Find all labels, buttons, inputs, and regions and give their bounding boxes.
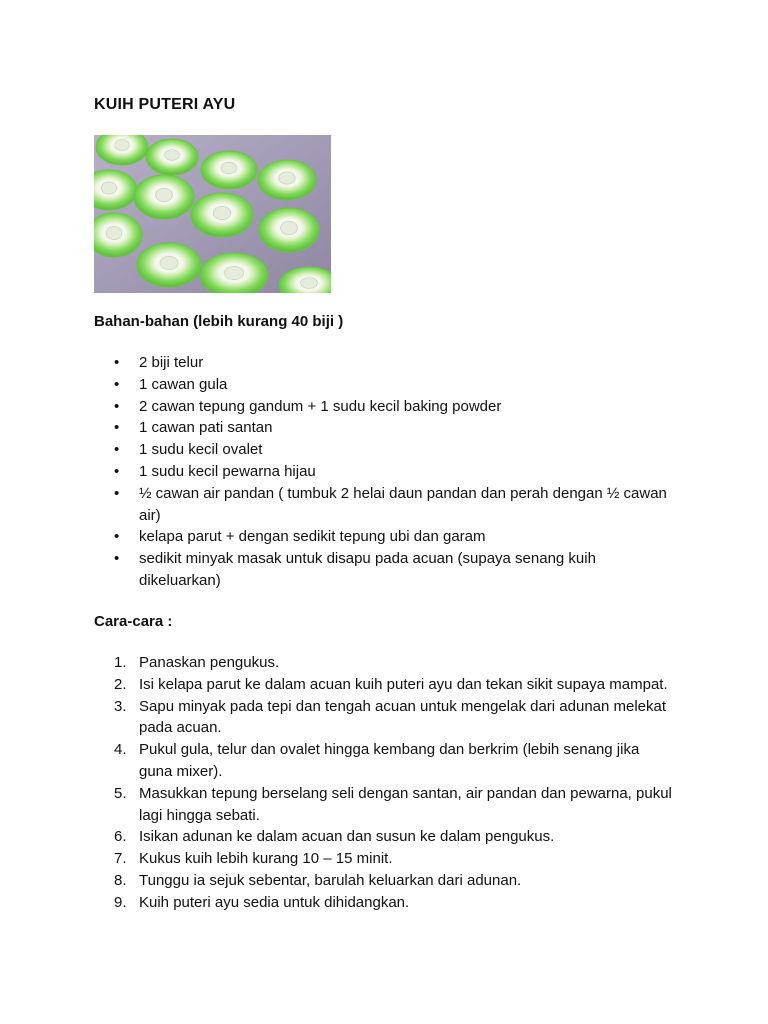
- kuih-photo-illustration: [94, 135, 331, 293]
- bullet-icon: •: [114, 375, 120, 393]
- bullet-icon: •: [114, 462, 120, 480]
- ingredients-heading: Bahan-bahan (lebih kurang 40 biji ): [94, 313, 344, 330]
- kuih-cake: [137, 243, 201, 287]
- step-item: [94, 696, 674, 740]
- step-text: Kukus kuih lebih kurang 10 – 15 minit.: [139, 850, 393, 868]
- bullet-icon: •: [114, 528, 120, 546]
- ingredient-text: 1 sudu kecil ovalet: [139, 441, 263, 459]
- step-number: 6.: [114, 828, 127, 846]
- step-item: [94, 870, 674, 892]
- ingredient-text: 2 cawan tepung gandum + 1 sudu kecil baking powder: [139, 397, 502, 415]
- document-title: KUIH PUTERI AYU: [94, 96, 236, 113]
- step-text: Panaskan pengukus.: [139, 654, 280, 671]
- step-text: Isikan adunan ke dalam acuan dan susun ke dalam pengukus.: [139, 828, 555, 846]
- ingredient-text: 1 sudu kecil pewarna hijau: [139, 462, 316, 480]
- step-number: 7.: [114, 850, 127, 868]
- document-page: [94, 0, 694, 1024]
- kuih-cake: [258, 160, 316, 200]
- step-item: [94, 652, 674, 674]
- step-number: 3.: [114, 697, 127, 715]
- ingredient-text: ½ cawan air pandan ( tumbuk 2 helai daun pandan dan perah dengan ½ cawan air): [139, 484, 667, 524]
- ingredient-item: [94, 483, 674, 527]
- bullet-icon: •: [114, 354, 120, 371]
- step-number: 2.: [114, 675, 127, 693]
- bullet-icon: •: [114, 484, 120, 502]
- ingredient-text: sedikit minyak masak untuk disapu pada acuan (supaya senang kuih dikeluarkan): [139, 550, 596, 589]
- ingredient-item: [94, 352, 674, 374]
- kuih-cake: [200, 253, 268, 293]
- method-heading: Cara-cara :: [94, 613, 173, 630]
- step-text: Tunggu ia sejuk sebentar, barulah keluarkan dari adunan.: [139, 871, 522, 889]
- kuih-cake: [259, 208, 319, 252]
- bullet-icon: •: [114, 419, 120, 437]
- step-item: [94, 848, 674, 870]
- step-item: [94, 892, 674, 914]
- ingredient-item: [94, 548, 674, 592]
- bullet-icon: •: [114, 441, 120, 459]
- ingredient-item: [94, 417, 674, 439]
- step-number: 5.: [114, 784, 127, 802]
- kuih-cake: [201, 151, 257, 189]
- bullet-icon: •: [114, 397, 120, 415]
- step-text: Masukkan tepung berselang seli dengan santan, air pandan dan pewarna, pukul lagi hingga sebati.: [139, 784, 672, 824]
- ingredient-text: 1 cawan pati santan: [139, 419, 273, 437]
- step-number: 1.: [114, 654, 127, 671]
- ingredient-item: [94, 526, 674, 548]
- step-text: Pukul gula, telur dan ovalet hingga kembang dan berkrim (lebih senang jika guna mixer).: [139, 741, 640, 780]
- step-number: 4.: [114, 741, 127, 759]
- ingredients-list: [94, 352, 674, 592]
- step-number: 9.: [114, 893, 127, 911]
- bullet-icon: •: [114, 550, 120, 568]
- kuih-cake: [146, 139, 198, 175]
- ingredient-text: 2 biji telur: [139, 354, 204, 371]
- ingredient-text: kelapa parut + dengan sedikit tepung ubi dan garam: [139, 528, 486, 546]
- step-text: Sapu minyak pada tepi dan tengah acuan untuk mengelak dari adunan melekat pada acuan.: [139, 697, 667, 737]
- step-item: [94, 783, 674, 827]
- step-text: Isi kelapa parut ke dalam acuan kuih puteri ayu dan tekan sikit supaya mampat.: [139, 675, 668, 693]
- step-text: Kuih puteri ayu sedia untuk dihidangkan.: [139, 893, 410, 911]
- kuih-cake: [134, 175, 194, 219]
- ingredient-text: 1 cawan gula: [139, 375, 228, 393]
- kuih-cake: [191, 193, 253, 237]
- step-item: [94, 739, 674, 783]
- steps-list: [94, 652, 674, 914]
- step-item: [94, 826, 674, 848]
- ingredient-item: [94, 461, 674, 483]
- step-number: 8.: [114, 871, 127, 889]
- kuih-photo: [94, 135, 331, 293]
- ingredient-item: [94, 439, 674, 461]
- ingredient-item: [94, 374, 674, 396]
- step-item: [94, 674, 674, 696]
- ingredient-item: [94, 396, 674, 418]
